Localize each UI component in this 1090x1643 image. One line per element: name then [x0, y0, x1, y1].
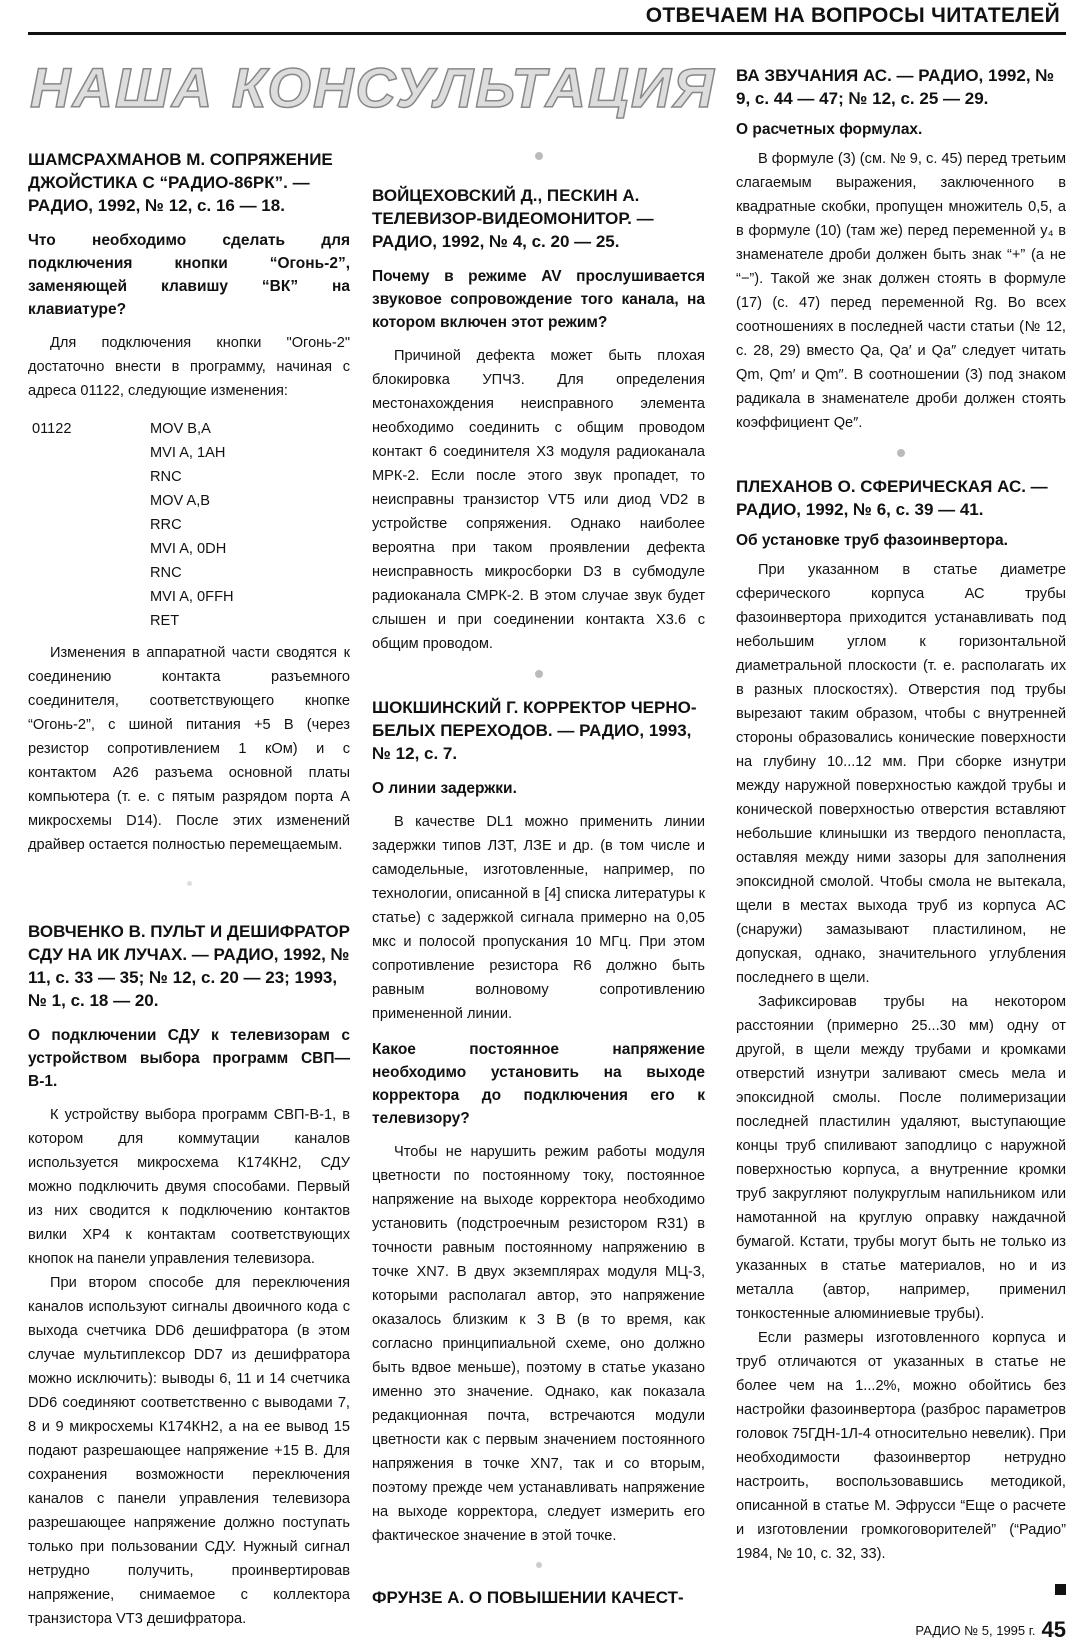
code-line: MVI A, 0DH — [150, 541, 227, 557]
article-question: О подключении СДУ к телевизорам с устройством выбора программ СВП—В-1. — [28, 1027, 350, 1090]
code-line: RNC — [150, 565, 182, 581]
article-paragraph: К устройству выбора программ СВП-В-1, в котором для коммутации каналов используется микросхема К174КН2, СДУ можно подключить двумя способами. Первый из них сводится к подключению контактов вилки ХР4 к контактам соответствующих кнопок на панели управления телевизора. — [28, 1107, 350, 1267]
page-number: 45 — [1041, 1617, 1066, 1642]
article-paragraph: Зафиксировав трубы на некотором расстоянии (примерно 25...30 мм) одну от другой, в щели между трубами и кромками отверстий изнутри заливают смесь мела и эпоксидной смолы. После полимеризации последней пластилин удаляют, выступающие концы труб спиливают заподлицо с наружной поверхностью корпуса, а внутренние кромки труб закругляют полукруглым напильником или намотанной на круглую оправку наждачной бумагой. Кстати, трубы могут быть не только из указанных в статье материалов, но и из металла (автор, например, применил тонкостенные алюминиевые трубы). — [736, 994, 1066, 1322]
article-paragraph: В формуле (3) (см. № 9, с. 45) перед третьим слагаемым выражения, заключенного в квадратные скобки, пропущен множитель 0,5, а в формуле (10) (там же) перед переменной y₄ в знаменателе дроби должен быть знак “+” (а не “−”). Такой же знак должен стоять в формуле (17) (с. 47) перед переменной Rg. Во всех соотношениях в последней части статьи (№ 12, с. 28, 29) вместо Qa, Qa′ и Qa″ следует читать Qm, Qm′ и Qm″. В соотношении (3) под знаком радикала в знаменателе дроби должен стоять коэффициент Qe″. — [736, 151, 1066, 431]
article-paragraph: Для подключения кнопки "Огонь-2" достаточно внести в программу, начиная с адреса 01122, следующие изменения: — [28, 335, 350, 399]
article-question: О линии задержки. — [372, 780, 517, 797]
column-1 — [28, 148, 350, 1631]
article-paragraph: В качестве DL1 можно применить линии задержки типов ЛЗТ, ЛЗЕ и др. (в том числе и самодельные, изготовленные, например, по технологии, описанной в [4] списка литературы к статье) с задержкой сигнала примерно на 0,05 мкс и полосой пропускания 10 МГц. При этом сопротивление резистора R6 должно быть равным волновому сопротивлению примененной линии. — [372, 814, 705, 1022]
separator-icon — [535, 670, 543, 678]
issue-label: РАДИО № 5, 1995 г. — [915, 1623, 1036, 1638]
column-2 — [372, 150, 705, 1621]
article-heading: ВОЙЦЕХОВСКИЙ Д., ПЕСКИН А. ТЕЛЕВИЗОР-ВИДЕОМОНИТОР. — РАДИО, 1992, № 4, с. 20 — 25. — [372, 186, 654, 251]
page-footer — [915, 1617, 1066, 1643]
separator-icon — [897, 449, 905, 457]
separator-icon — [536, 1562, 542, 1568]
article-question: Об установке труб фазоинвертора. — [736, 532, 1008, 549]
code-line: MVI A, 0FFH — [150, 589, 234, 605]
article-heading: ШОКШИНСКИЙ Г. КОРРЕКТОР ЧЕРНО-БЕЛЫХ ПЕРЕХОДОВ. — РАДИО, 1993, № 12, с. 7. — [372, 698, 697, 763]
header-rule — [28, 32, 1066, 35]
article-paragraph: При указанном в статье диаметре сферического корпуса АС трубы фазоинвертора приходится устанавливать под небольшим углом к горизонтальной диаметральной плоскости (т. е. располагать их в разных плоскостях). Отверстия под трубы вырезают таким образом, чтобы с внутренней стороны образовались конические поверхности на глубину 10...12 мм. При сборке изнутри между наружной поверхностью каждой трубы и конической поверхностью отверстия вставляют небольшие клинышки из твердого пенопласта, оставляя между ними зазоры для заполнения эпоксидной смолой. Чтобы смола не вытекала, щели в местах выхода труб из корпуса АС (снаружи) замазывают пластилином, не допуская, однако, значительного углубления последнего в щели. — [736, 562, 1066, 986]
code-line: RET — [150, 613, 180, 629]
section-title: ОТВЕЧАЕМ НА ВОПРОСЫ ЧИТАТЕЛЕЙ — [645, 4, 1060, 27]
rubric-title: НАША КОНСУЛЬТАЦИЯ — [30, 56, 716, 119]
article-question: Какое постоянное напряжение необходимо установить на выходе корректора до подключения его к телевизору? — [372, 1041, 705, 1127]
article-question: Что необходимо сделать для подключения кнопки “Огонь-2”, заменяющей клавишу “ВК” на клавиатуре? — [28, 232, 350, 318]
article-heading: ФРУНЗЕ А. О ПОВЫШЕНИИ КАЧЕСТ- — [372, 1588, 684, 1607]
code-address: 01122 — [32, 421, 72, 437]
article-heading: ШАМСРАХМАНОВ М. СОПРЯЖЕНИЕ ДЖОЙСТИКА С “РАДИО-86РК”. — РАДИО, 1992, № 12, с. 16 — 18. — [28, 150, 333, 215]
article-paragraph: При втором способе для переключения каналов используют сигналы двоичного кода с выхода счетчика DD6 дешифратора (в этом случае мультиплексор DD7 из дешифратора можно исключить): выводы 6, 11 и 14 счетчика DD6 соединяют соответственно с выводами 7, 8 и 9 микросхемы К174КН2, а на ее вывод 15 подают разрешающее напряжение +15 В. Для сохранения возможности переключения каналов с панели управления телевизора разрешающее напряжение должно поступать только при пользовании СДУ. Нужный сигнал нетрудно получить, проинвертировав напряжение, снимаемое с коллектора транзистора VT3 дешифратора. — [28, 1275, 350, 1627]
code-line: RRC — [150, 517, 182, 533]
code-line: RNC — [150, 469, 182, 485]
column-3 — [736, 64, 1066, 1643]
separator-icon — [187, 881, 192, 886]
article-question: Почему в режиме AV прослушивается звуковое сопровождение того канала, на котором включен этот режим? — [372, 268, 705, 331]
article-paragraph: Изменения в аппаратной части сводятся к соединению контакта разъемного соединителя, соответствующего кнопке “Огонь-2”, с шиной питания +5 В (через резистор сопротивлением 1 кОм) и с контактом А26 разъема основной платы компьютера (т. е. с пятым разрядом порта А микросхемы D14). После этих изменений драйвер остается полностью перемещаемым. — [28, 645, 350, 853]
article-question: О расчетных формулах. — [736, 121, 923, 138]
code-line: MOV B,A — [150, 421, 211, 437]
article-heading: ВА ЗВУЧАНИЯ АС. — РАДИО, 1992, № 9, с. 44 — 47; № 12, с. 25 — 29. — [736, 66, 1055, 108]
code-line: MVI A, 1AH — [150, 445, 226, 461]
end-of-article-icon — [1055, 1584, 1066, 1595]
code-listing — [28, 417, 350, 633]
article-heading: ПЛЕХАНОВ О. СФЕРИЧЕСКАЯ АС. — РАДИО, 1992, № 6, с. 39 — 41. — [736, 477, 1048, 519]
article-paragraph: Причиной дефекта может быть плохая блокировка УПЧЗ. Для определения местонахождения неисправного элемента необходимо соединить с общим проводом контакт 6 соединителя Х3 модуля радиоканала МРК-2. Если после этого звук пропадет, то неисправны транзистор VT5 или диод VD2 в устройстве сопряжения. Однако наиболее вероятна при таком проявлении дефекта неисправность микросборки D3 в субмодуле радиоканала СМРК-2. В этом случае звук будет слышен и при соединении контакта Х3.6 с общим проводом. — [372, 348, 705, 652]
code-line: MOV A,B — [150, 493, 211, 509]
article-paragraph: Если размеры изготовленного корпуса и труб отличаются от указанных в статье не более чем на 1...2%, можно обойтись без настройки фазоинвертора (разброс параметров головок 75ГДН-1Л-4 относительно невелик). При необходимости фазоинвертор нетрудно настроить, воспользовавшись методикой, описанной в статье М. Эфрусси “Еще о расчете и изготовлении громкоговорителей” (“Радио” 1984, № 10, с. 32, 33). — [736, 1330, 1066, 1562]
article-heading: ВОВЧЕНКО В. ПУЛЬТ И ДЕШИФРАТОР СДУ НА ИК ЛУЧАХ. — РАДИО, 1992, № 11, с. 33 — 35; № 12, с. 20 — 23; 1993, № 1, с. 18 — 20. — [28, 922, 350, 1010]
article-paragraph: Чтобы не нарушить режим работы модуля цветности по постоянному току, постоянное напряжение на выходе корректора необходимо установить (подстроечным резистором R31) в точности равным постоянному напряжению в точке XN7. В двух экземплярах модуля МЦ-3, которыми располагал автор, это напряжение оказалось близким к 3 В (в то время, как согласно принципиальной схеме, оно должно быть вдвое меньше), поэтому в статье указано именно это значение. Однако, как показала редакционная почта, встречаются модули цветности как с первым значением постоянного напряжения в точке XN7, так и со вторым, поэтому прежде чем устанавливать напряжение на выходе корректора, следует измерить его фактическое значение в этой точке. — [372, 1144, 705, 1544]
separator-icon — [535, 152, 543, 160]
